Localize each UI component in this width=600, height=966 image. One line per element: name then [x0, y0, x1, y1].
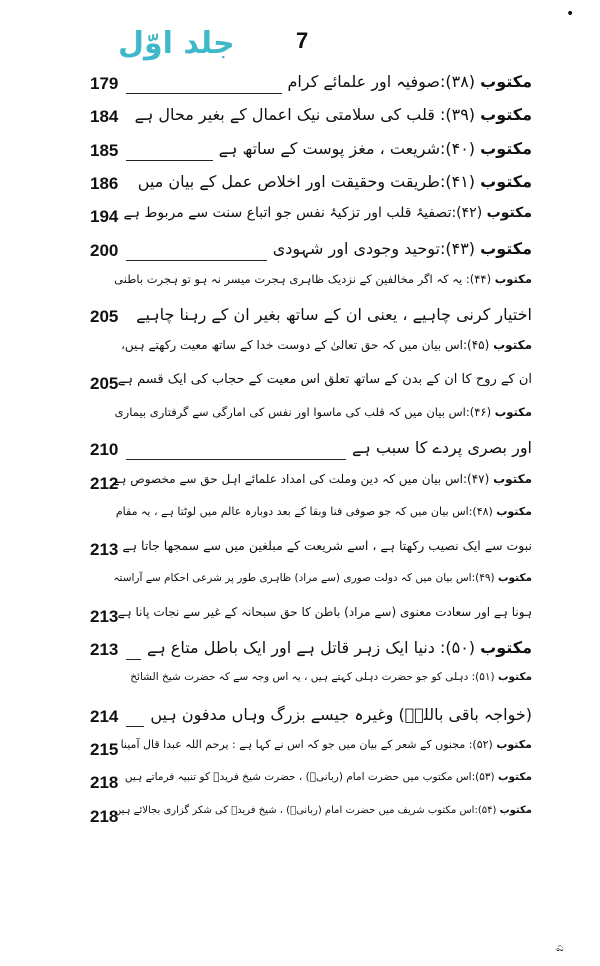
volume-title: جلد اوّل — [118, 26, 235, 61]
toc-entry — [62, 669, 532, 703]
toc-entry-title: (۴۱):طریقت وحقیقت اور اخلاص عمل کے بیان میں — [137, 171, 476, 191]
toc-entry-page: 185 — [90, 140, 119, 160]
toc-entry — [62, 803, 532, 837]
toc-entry-title: (۵۲): مجنوں کے شعر کے بیان میں جو کہ اس نے کہا ہے : یرحم اللہ عبدا قال آمینا — [120, 738, 493, 751]
footer-mark: ಎ — [556, 940, 564, 954]
toc-entry-page: 205 — [90, 307, 119, 327]
toc-entry-title: (۵۰): دنیا ایک زہر قاتل ہے اور ایک باطل متاع ہے — [146, 638, 476, 658]
toc-entry-page: 210 — [90, 440, 119, 460]
toc-entry-title: (۴۹):اس بیان میں کہ دولت صوری (سے مراد) ظاہری طور پر شرعی احکام سے آراستہ — [113, 571, 495, 584]
toc-entry-label: مکتوب — [493, 338, 532, 353]
toc-entry-title: (۴۶):اس بیان میں کہ قلب کی ماسوا اور نفس کی امارگی سے گرفتاری بیماری — [114, 405, 492, 419]
toc-entry — [62, 570, 532, 604]
toc-entry — [62, 137, 532, 171]
toc-entry-title: ان کے روح کا ان کے بدن کے ساتھ تعلق اس معیت کے حجاب کی ایک قسم ہے — [117, 371, 532, 387]
toc-entry — [62, 436, 532, 470]
toc-entry-title: (۴۳):توحید وجودی اور شہودی — [272, 238, 476, 258]
toc-entry-label: مکتوب — [480, 638, 532, 658]
toc-entry — [62, 237, 532, 271]
toc-entry — [62, 336, 532, 370]
toc-entry-text — [219, 139, 532, 158]
toc-entry-title: (۴۵):اس بیان میں کہ حق تعالیٰ کے دوست خدا کے ساتھ معیت رکھتے ہیں، — [121, 338, 490, 353]
toc-entry-title: (۵۳):اس مکتوب میں حضرت امام (ربانیؒ) ، حضرت شیخ فریدؒ کو تنبیہ فرماتے ہیں — [124, 771, 495, 784]
toc-entry — [62, 403, 532, 437]
toc-entry-text — [125, 771, 532, 783]
toc-entry-text — [114, 805, 532, 816]
toc-entry-page: 194 — [90, 207, 119, 227]
toc-entry-text — [273, 239, 532, 258]
toc-entry-text — [121, 338, 532, 352]
toc-entry-text — [118, 605, 532, 619]
toc-entry — [62, 503, 532, 537]
toc-entry — [62, 103, 532, 137]
toc-entry-page: 212 — [90, 473, 119, 493]
toc-entry — [62, 470, 532, 504]
toc-entry-title: (۵۱): دہلی کو جو حضرت دہلی کہتے ہیں ، یہ اس وجہ سے کہ حضرت شیخ الشائخ — [130, 671, 495, 684]
toc-entry-title: (۴۰):شریعت ، مغز پوست کے ساتھ ہے — [218, 138, 476, 158]
toc-entry-page: 213 — [90, 640, 119, 660]
toc-entry-page: 184 — [90, 107, 119, 127]
toc-entry-text — [136, 305, 532, 324]
toc-entry-title: (خواجہ باقی باللہؒ) وغیرہ جیسے بزرگ وہاں مدفون ہیں — [150, 704, 532, 724]
toc-entry-label: مکتوب — [499, 804, 532, 816]
toc-entry-page: 214 — [90, 706, 119, 726]
toc-entry-title: (۵۴):اس مکتوب شریف میں حضرت امام (ربانیؒ) ، شیخ فریدؒ کی شکر گزاری بجالائے ہیں — [113, 804, 497, 816]
toc-entry — [62, 203, 532, 237]
toc-entry-text — [112, 472, 532, 486]
toc-entry — [62, 536, 532, 570]
toc-entry-text — [122, 538, 532, 553]
toc-entry-label: مکتوب — [494, 271, 532, 286]
corner-mark: • — [566, 6, 575, 22]
toc-leader-line — [126, 459, 346, 460]
toc-entry-page: 213 — [90, 540, 119, 560]
toc-entry — [62, 370, 532, 404]
toc-entry-title: (۴۸):اس بیان میں کہ جو صوفی فنا وبقا کے بعد دوبارہ عالم میں لوٹتا ہے ، یہ مقام — [115, 504, 493, 518]
toc-entry-text — [115, 405, 532, 419]
toc-entry-text — [121, 738, 532, 751]
toc-entry — [62, 603, 532, 637]
toc-entry-text — [147, 638, 532, 657]
toc-entry-label: مکتوب — [480, 105, 532, 125]
toc-entry-page: 205 — [90, 373, 119, 393]
toc-entry-label: مکتوب — [480, 171, 532, 191]
toc-entry — [62, 703, 532, 737]
toc-entry-text — [124, 205, 532, 221]
toc-entry-label: مکتوب — [496, 504, 532, 518]
page-number: 7 — [296, 28, 309, 53]
toc-entry — [62, 736, 532, 770]
toc-entry-page: 218 — [90, 806, 119, 826]
toc-entry-title: ہونا ہے اور سعادت معنوی (سے مراد) باطن کا حق سبحانہ کے غیر سے نجات پانا ہے — [117, 604, 532, 619]
toc-entry-title: اختیار کرنی چاہیے ، یعنی ان کے ساتھ بغیر ان کے رہنا چاہیے — [136, 305, 532, 325]
toc-entry-label: مکتوب — [494, 405, 532, 419]
toc-entry-label: مکتوب — [497, 671, 532, 684]
toc-leader-line — [126, 659, 141, 660]
toc-entry-label: مکتوب — [480, 72, 532, 91]
toc-entry-label: مکتوب — [496, 738, 532, 751]
toc-entry-label: مکتوب — [493, 471, 532, 486]
toc-entry-text — [114, 272, 532, 286]
toc-entry-title: (۴۷):اس بیان میں کہ دین وملت کی امداد علمائے اہل حق سے مخصوص ہے — [112, 471, 490, 486]
toc-entry-page: 215 — [90, 740, 119, 759]
toc-entry-title: (۴۲):تصفیۂ قلب اور تزکیۂ نفس جو اتباع سنت سے مربوط ہے — [123, 205, 483, 222]
toc-entry-page: 213 — [90, 606, 119, 626]
toc-entry-text — [113, 572, 532, 584]
toc-entry-label: مکتوب — [497, 571, 532, 584]
toc-leader-line — [126, 160, 213, 161]
toc-leader-line — [126, 726, 144, 727]
toc-entry-text — [150, 705, 532, 724]
toc-entry-label: مکتوب — [480, 138, 532, 158]
toc-entry-label: مکتوب — [497, 771, 532, 784]
toc-entry-text — [116, 505, 532, 518]
toc-entry-text — [288, 72, 532, 91]
toc-entry-label: مکتوب — [486, 205, 532, 222]
toc-entry — [62, 636, 532, 670]
toc-entry-title: (۳۸):صوفیہ اور علمائے کرام — [287, 72, 476, 91]
toc-entry — [62, 170, 532, 204]
toc-leader-line — [126, 93, 282, 94]
toc-entry-text — [135, 105, 532, 124]
toc-entry-page: 218 — [90, 773, 119, 793]
toc-entry-title: (۳۹): قلب کی سلامتی نیک اعمال کے بغیر محال ہے — [134, 105, 476, 125]
toc-leader-line — [126, 260, 267, 261]
toc-entry-page: 186 — [90, 173, 119, 193]
toc-entry-title: نبوت سے ایک نصیب رکھتا ہے ، اسے شریعت کے مبلغین میں سے سمجھا جاتا ہے — [122, 538, 532, 554]
toc-entry — [62, 769, 532, 803]
toc-entry-text — [138, 172, 532, 191]
toc-entry — [62, 270, 532, 304]
toc-entry — [62, 303, 532, 337]
toc-entry-text — [130, 671, 532, 683]
toc-entry — [62, 70, 532, 104]
toc-entry-label: مکتوب — [480, 238, 532, 258]
toc-entry-title: اور بصری پردے کا سبب ہے — [352, 438, 532, 458]
toc-entry-text — [118, 372, 532, 387]
toc-entry-text — [352, 438, 532, 457]
toc-entry-title: (۴۴): یہ کہ اگر مخالفین کے نزدیک ظاہری ہجرت میسر نہ ہو تو ہجرت باطنی — [114, 271, 492, 286]
toc-entry-page: 200 — [90, 240, 119, 260]
toc-entry-page: 179 — [90, 74, 119, 93]
